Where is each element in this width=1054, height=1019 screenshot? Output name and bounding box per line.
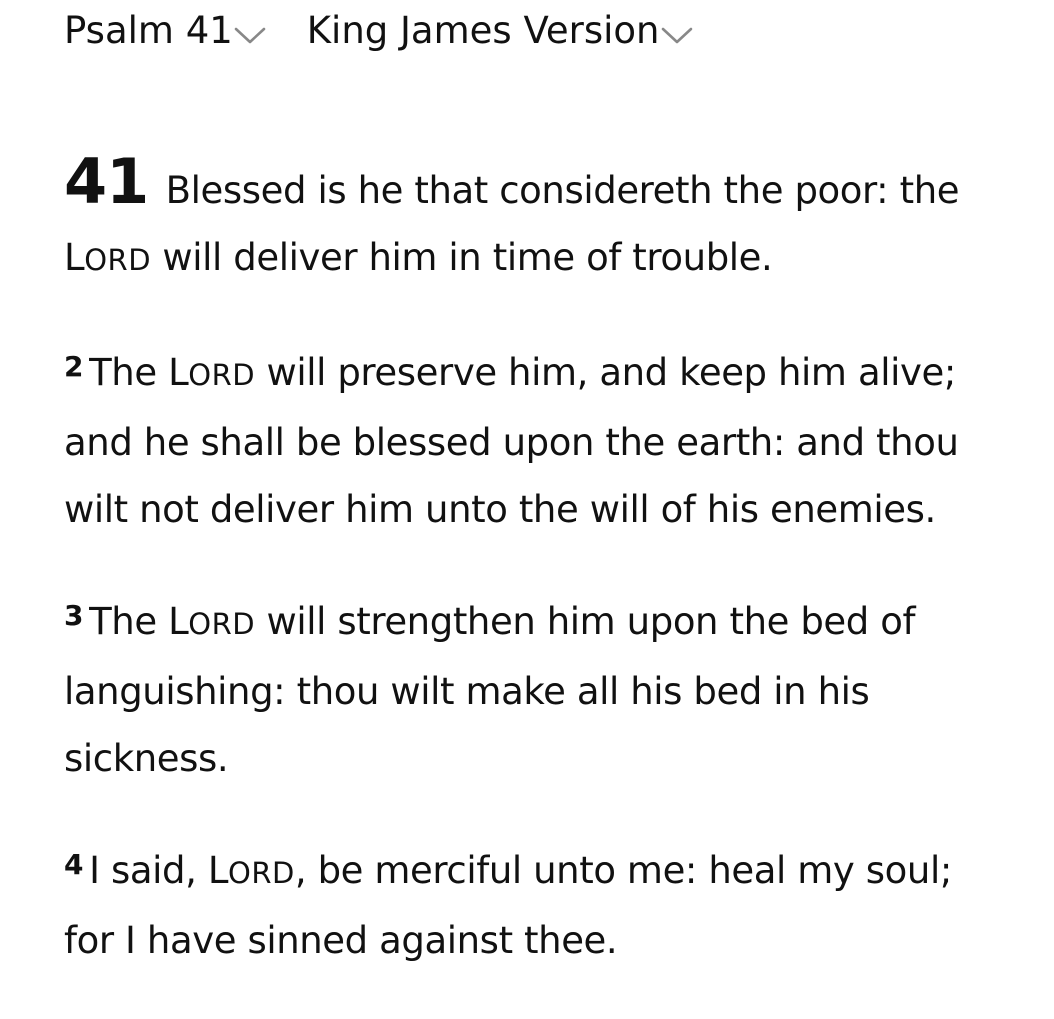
divine-name: LORD: [207, 849, 295, 892]
verse-number: 4: [64, 848, 84, 881]
divine-name: LORD: [64, 236, 152, 279]
verse: [64, 145, 984, 294]
verse-number: 2: [64, 350, 84, 383]
divine-name: LORD: [168, 351, 256, 394]
chapter-text: [64, 145, 984, 1019]
chapter-number: 41: [64, 145, 149, 218]
chevron-down-icon: [233, 24, 267, 46]
verse-text: Blessed is he that considereth the poor: the: [165, 169, 960, 212]
verse: [64, 837, 984, 974]
version-picker[interactable]: [307, 6, 694, 56]
chapter-picker-label: Psalm 41: [64, 9, 233, 52]
reader-header: [64, 4, 694, 58]
verse-text: will strengthen him upon the bed of languishing: thou wilt make all his bed in his sickness.: [64, 600, 916, 780]
verse: [64, 588, 984, 792]
divine-name: LORD: [168, 600, 256, 643]
verse-text: The: [89, 600, 169, 643]
verse-text: , be merciful unto me: heal my soul; for I have sinned against thee.: [64, 849, 952, 962]
chapter-picker[interactable]: [64, 6, 267, 56]
verse-text: I said,: [89, 849, 208, 892]
version-picker-label: King James Version: [306, 9, 660, 52]
verse-text: The: [89, 351, 169, 394]
verse-text: will deliver him in time of trouble.: [151, 236, 773, 279]
chevron-down-icon: [660, 24, 694, 46]
verse-text: will preserve him, and keep him alive; and he shall be blessed upon the earth: and thou wilt not deliver him unto the will of his enemies.: [64, 351, 959, 531]
verse: [64, 339, 984, 543]
verse-number: 3: [64, 599, 84, 632]
